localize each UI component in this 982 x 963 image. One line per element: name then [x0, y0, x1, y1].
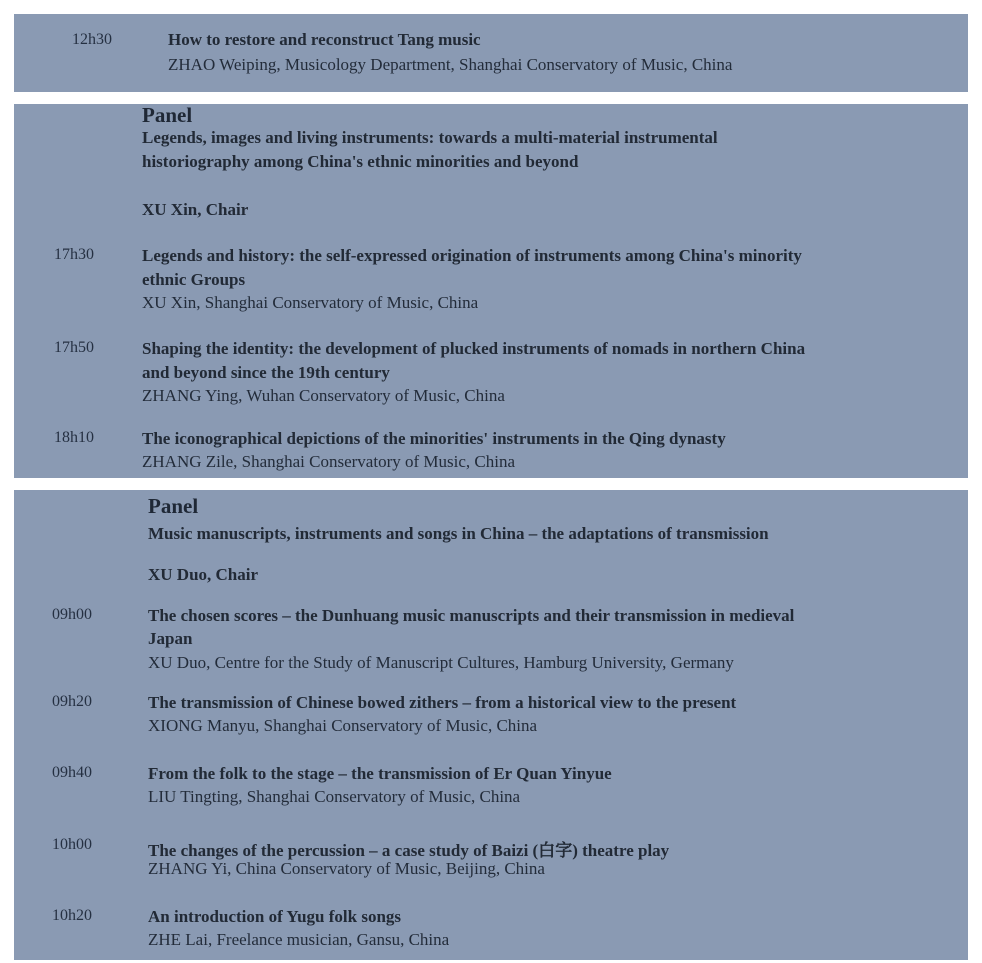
talk-speaker: LIU Tingting, Shanghai Conservatory of Music, China — [148, 787, 521, 806]
panel-chair: XU Xin, Chair — [142, 200, 249, 219]
talk-time: 18h10 — [54, 429, 94, 446]
panel-block-legends — [14, 104, 968, 478]
talk-speaker: XU Duo, Centre for the Study of Manuscript Cultures, Hamburg University, Germany — [148, 653, 734, 672]
schedule-block-tang-music — [14, 14, 968, 92]
talk-title-line-1: An introduction of Yugu folk songs — [148, 907, 402, 926]
talk-speaker: ZHANG Ying, Wuhan Conservatory of Music, China — [142, 386, 505, 405]
panel-title-line-2: historiography among China's ethnic minorities and beyond — [142, 152, 579, 171]
panel-label: Panel — [148, 494, 199, 518]
talk-title-line-1: The iconographical depictions of the minorities' instruments in the Qing dynasty — [142, 429, 726, 448]
talk-title-line-1: Legends and history: the self-expressed origination of instruments among China's minority — [142, 246, 802, 265]
talk-time: 10h00 — [52, 836, 92, 853]
talk-title-line-1: The transmission of Chinese bowed zithers – from a historical view to the present — [148, 693, 737, 712]
talk-title-line-2: Japan — [148, 629, 193, 648]
talk-speaker: ZHANG Zile, Shanghai Conservatory of Music, China — [142, 452, 515, 471]
talk-title-line-1: The chosen scores – the Dunhuang music manuscripts and their transmission in medieval — [148, 606, 795, 625]
talk-title-line-2: and beyond since the 19th century — [142, 363, 390, 382]
talk-title-line-1: From the folk to the stage – the transmission of Er Quan Yinyue — [148, 764, 612, 783]
talk-speaker: XIONG Manyu, Shanghai Conservatory of Music, China — [148, 716, 538, 735]
panel-block-manuscripts — [14, 490, 968, 960]
talk-time: 09h00 — [52, 606, 92, 623]
talk-time: 09h20 — [52, 693, 92, 710]
panel-label: Panel — [142, 103, 193, 127]
talk-time: 09h40 — [52, 764, 92, 781]
talk-time: 17h50 — [54, 339, 94, 356]
panel-title: Music manuscripts, instruments and songs in China – the adaptations of transmission — [148, 524, 769, 543]
session-title: How to restore and reconstruct Tang music — [168, 30, 481, 49]
talk-speaker: ZHANG Yi, China Conservatory of Music, Beijing, China — [148, 859, 545, 878]
talk-time: 17h30 — [54, 246, 94, 263]
talk-title-line-1: Shaping the identity: the development of plucked instruments of nomads in northern China — [142, 339, 806, 358]
talk-title-line-2: ethnic Groups — [142, 270, 246, 289]
talk-time: 10h20 — [52, 907, 92, 924]
talk-speaker: XU Xin, Shanghai Conservatory of Music, China — [142, 293, 479, 312]
talk-title-line-1: The changes of the percussion – a case study of Baizi (白字) theatre play — [148, 841, 670, 860]
talk-speaker: ZHE Lai, Freelance musician, Gansu, China — [148, 930, 450, 949]
session-speaker: ZHAO Weiping, Musicology Department, Shanghai Conservatory of Music, China — [168, 55, 733, 74]
panel-title-line-1: Legends, images and living instruments: towards a multi-material instrumental — [142, 128, 718, 147]
panel-chair: XU Duo, Chair — [148, 565, 259, 584]
session-time: 12h30 — [72, 31, 112, 48]
